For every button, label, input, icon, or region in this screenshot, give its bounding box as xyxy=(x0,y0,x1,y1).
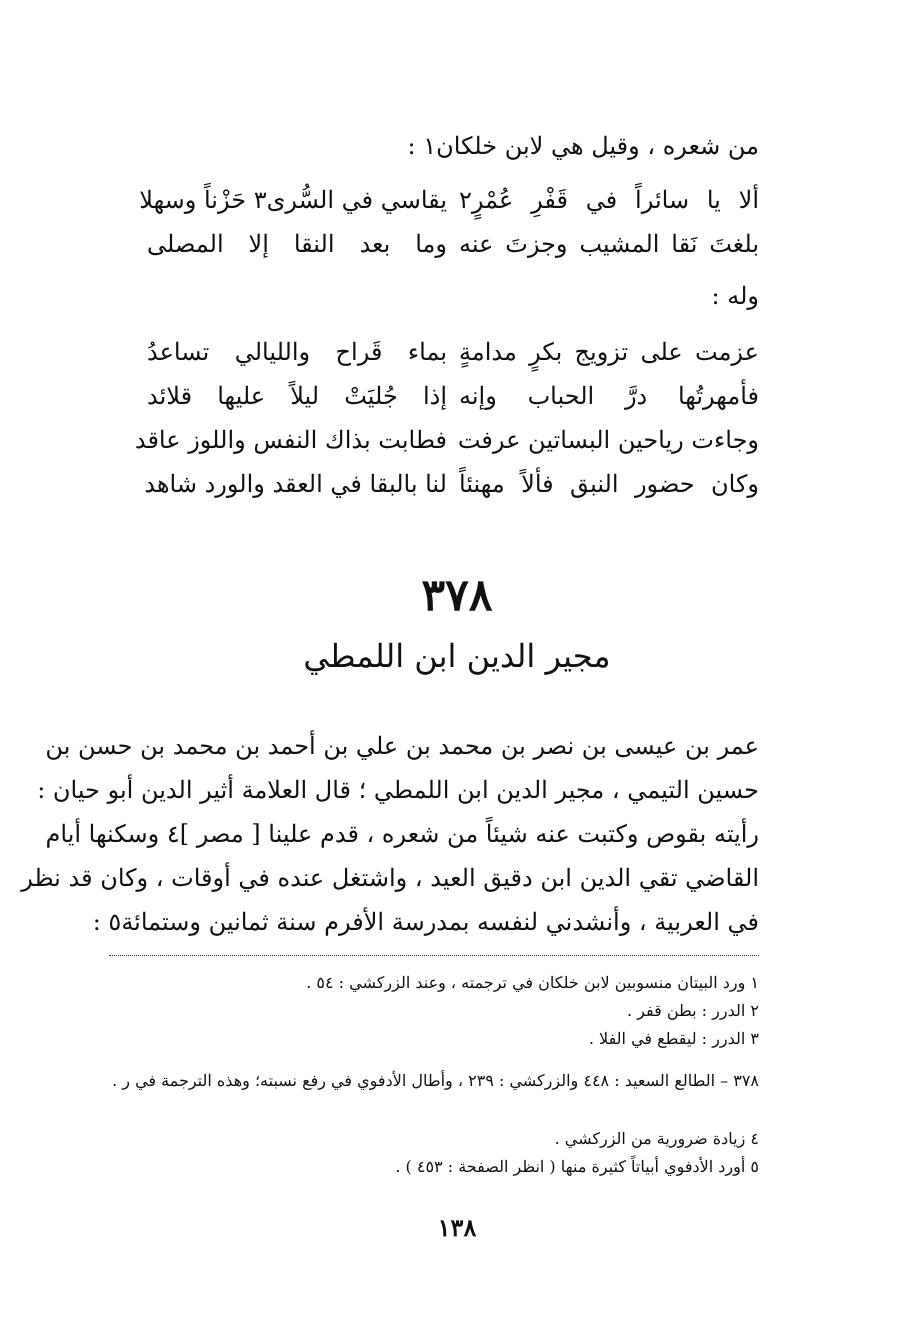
verse-first-hemistich: وجاءت رياحين البساتين عرفت xyxy=(457,426,759,454)
verse-second-hemistich: يقاسي في السُّرى٣ حَزْناً وسهلا xyxy=(139,186,447,214)
verse-first-hemistich: فأمهرتُها درَّ الحباب وإنه xyxy=(459,382,759,410)
footnote-2: ٢ الدرر : بطن قفر . xyxy=(627,1001,759,1020)
entry-number: ٣٧٨ xyxy=(421,570,493,621)
footnote-1: ١ ورد البيتان منسوبين لابن خلكان في ترجمته ، وعند الزركشي : ٥٤ . xyxy=(306,973,759,992)
footnote-378: ٣٧٨ – الطالع السعيد : ٤٤٨ والزركشي : ٢٣٩ ، وأطال الأدفوي في رفع نسبته؛ وهذه الترجمة في ر . xyxy=(112,1071,759,1090)
paragraph-line: القاضي تقي الدين ابن دقيق العيد ، واشتغل عنده في أوقات ، وكان قد نظر xyxy=(21,864,759,892)
verse-second-hemistich: إذا جُليَتْ ليلاً عليها قلائد xyxy=(147,382,447,410)
verse-first-hemistich: وكان حضور النبق فألاً مهنئاً xyxy=(459,470,759,498)
poem2-verse-1 xyxy=(147,330,759,374)
page-number: ١٣٨ xyxy=(437,1213,477,1242)
intro-line: من شعره ، وقيل هي لابن خلكان١ : xyxy=(407,132,759,160)
verse-second-hemistich: بماء قَراح والليالي تساعدُ xyxy=(147,338,447,366)
paragraph-line: عمر بن عيسى بن نصر بن محمد بن علي بن أحمد بن محمد بن حسن بن xyxy=(45,732,759,760)
poem2-verse-3 xyxy=(134,418,759,462)
poem1-verse-1 xyxy=(139,178,759,222)
footnote-3: ٣ الدرر : ليقطع في الفلا . xyxy=(588,1029,759,1048)
poem2-verse-4 xyxy=(144,462,759,506)
verse-second-hemistich: وما بعد النقا إلا المصلى xyxy=(147,230,447,258)
verse-first-hemistich: بلغتَ نَقا المشيب وجزتَ عنه xyxy=(459,230,759,258)
footnote-4: ٤ زيادة ضرورية من الزركشي . xyxy=(554,1129,759,1148)
footnote-divider xyxy=(109,955,759,956)
entry-title: مجير الدين ابن اللمطي xyxy=(303,637,611,675)
verse-second-hemistich: فطابت بذاك النفس واللوز عاقد xyxy=(134,426,447,454)
paragraph-line: رأيته بقوص وكتبت عنه شيئاً من شعره ، قدم علينا [ مصر ]٤ وسكنها أيام xyxy=(45,820,759,848)
wa-lahu-line: وله : xyxy=(711,282,759,310)
poem1-verse-2 xyxy=(147,222,759,266)
footnote-5: ٥ أورد الأدفوي أبياتاً كثيرة منها ( انظر الصفحة : ٤٥٣ ) . xyxy=(395,1157,759,1176)
verse-first-hemistich: ألا يا سائراً في قَفْرِ عُمْرٍ٢ xyxy=(459,186,759,214)
poem2-verse-2 xyxy=(147,374,759,418)
verse-first-hemistich: عزمت على تزويج بكرٍ مدامةٍ xyxy=(459,338,759,366)
biography-paragraph xyxy=(21,724,759,944)
verse-second-hemistich: لنا بالبقا في العقد والورد شاهد xyxy=(144,470,447,498)
paragraph-line: في العربية ، وأنشدني لنفسه بمدرسة الأفرم سنة ثمانين وستمائة٥ : xyxy=(92,908,759,936)
paragraph-line: حسين التيمي ، مجير الدين ابن اللمطي ؛ قال العلامة أثير الدين أبو حيان : xyxy=(37,776,759,804)
